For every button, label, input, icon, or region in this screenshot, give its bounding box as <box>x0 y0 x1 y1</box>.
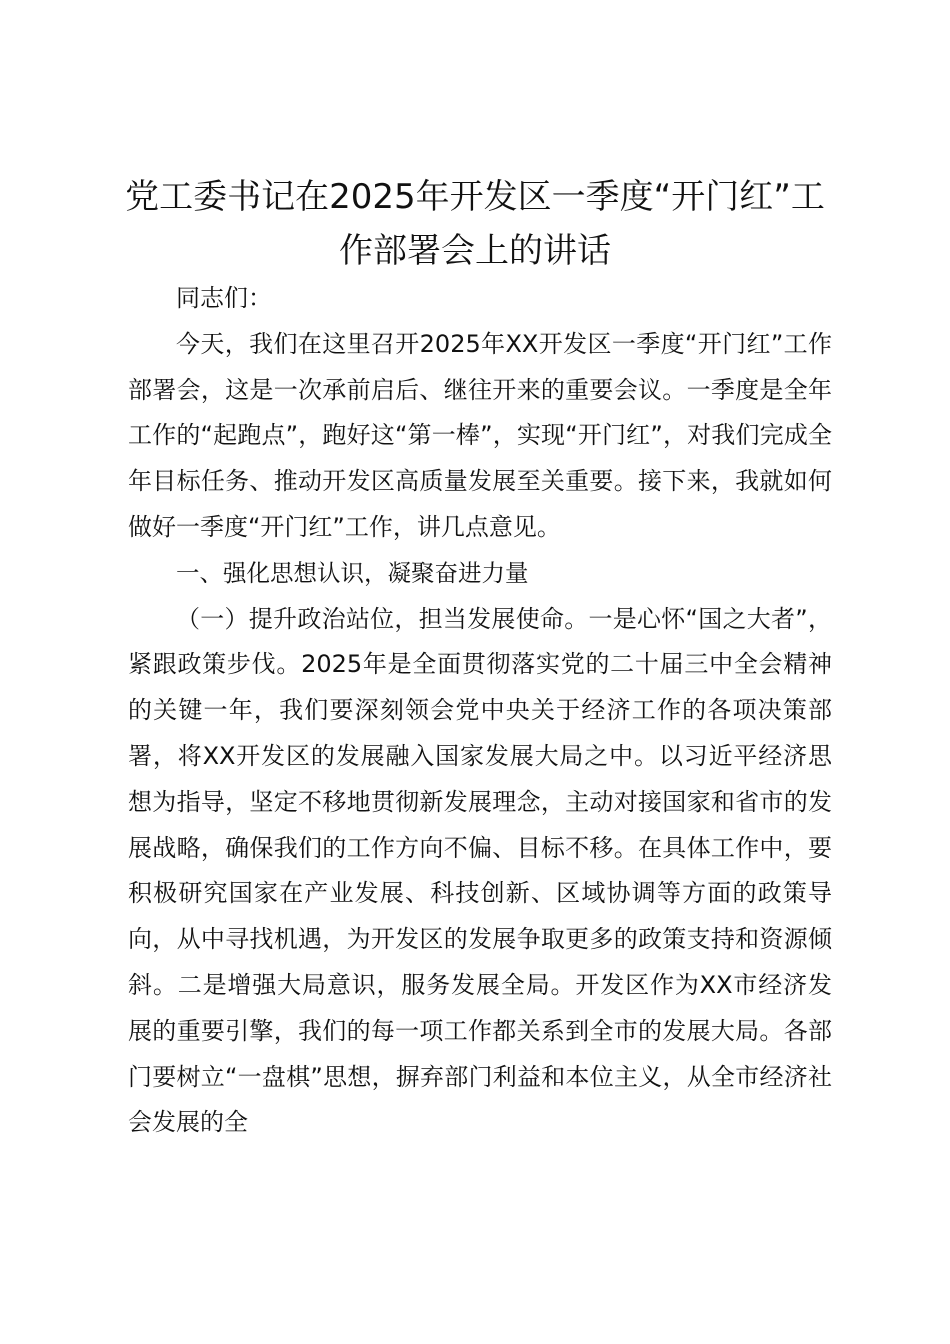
section-heading: 一、强化思想认识，凝聚奋进力量 <box>176 558 529 587</box>
document-title: 党工委书记在2025年开发区一季度“开门红”工作部署会上的讲话 <box>125 177 825 271</box>
salutation: 同志们： <box>176 284 272 312</box>
paragraph-subsection-1: （一）提升政治站位，担当发展使命。一是心怀“国之大者”，紧跟政策步伐。2025年是全面贯彻落实党的二十届三中全会精神的关键一年，我们要深刻领会党中央关于经济工作的各项决策部署，将XX开发区的发展融入国家发展大局之中。以习近平经济思想为指导，坚定不移地贯彻新发展理念，主动对接国家和省市的发展战略，确保我们的工作方向不偏、目标不移。在具体工作中，要积极研究国家在产业发展、科技创新、区域协调等方面的政策导向，从中寻找机遇，为开发区的发展争取更多的政策支持和资源倾斜。二是增强大局意识，服务发展全局。开发区作为XX市经济发展的重要引擎，我们的每一项工作都关系到全市的发展大局。各部门要树立“一盘棋”思想，摒弃部门利益和本位主义，从全市经济社会发展的全 <box>128 604 832 1137</box>
document-body <box>128 276 832 1146</box>
paragraph-intro: 今天，我们在这里召开2025年XX开发区一季度“开门红”工作部署会，这是一次承前启后、继往开来的重要会议。一季度是全年工作的“起跑点”，跑好这“第一棒”，实现“开门红”，对我们完成全年目标任务、推动开发区高质量发展至关重要。接下来，我就如何做好一季度“开门红”工作，讲几点意见。 <box>128 329 832 541</box>
